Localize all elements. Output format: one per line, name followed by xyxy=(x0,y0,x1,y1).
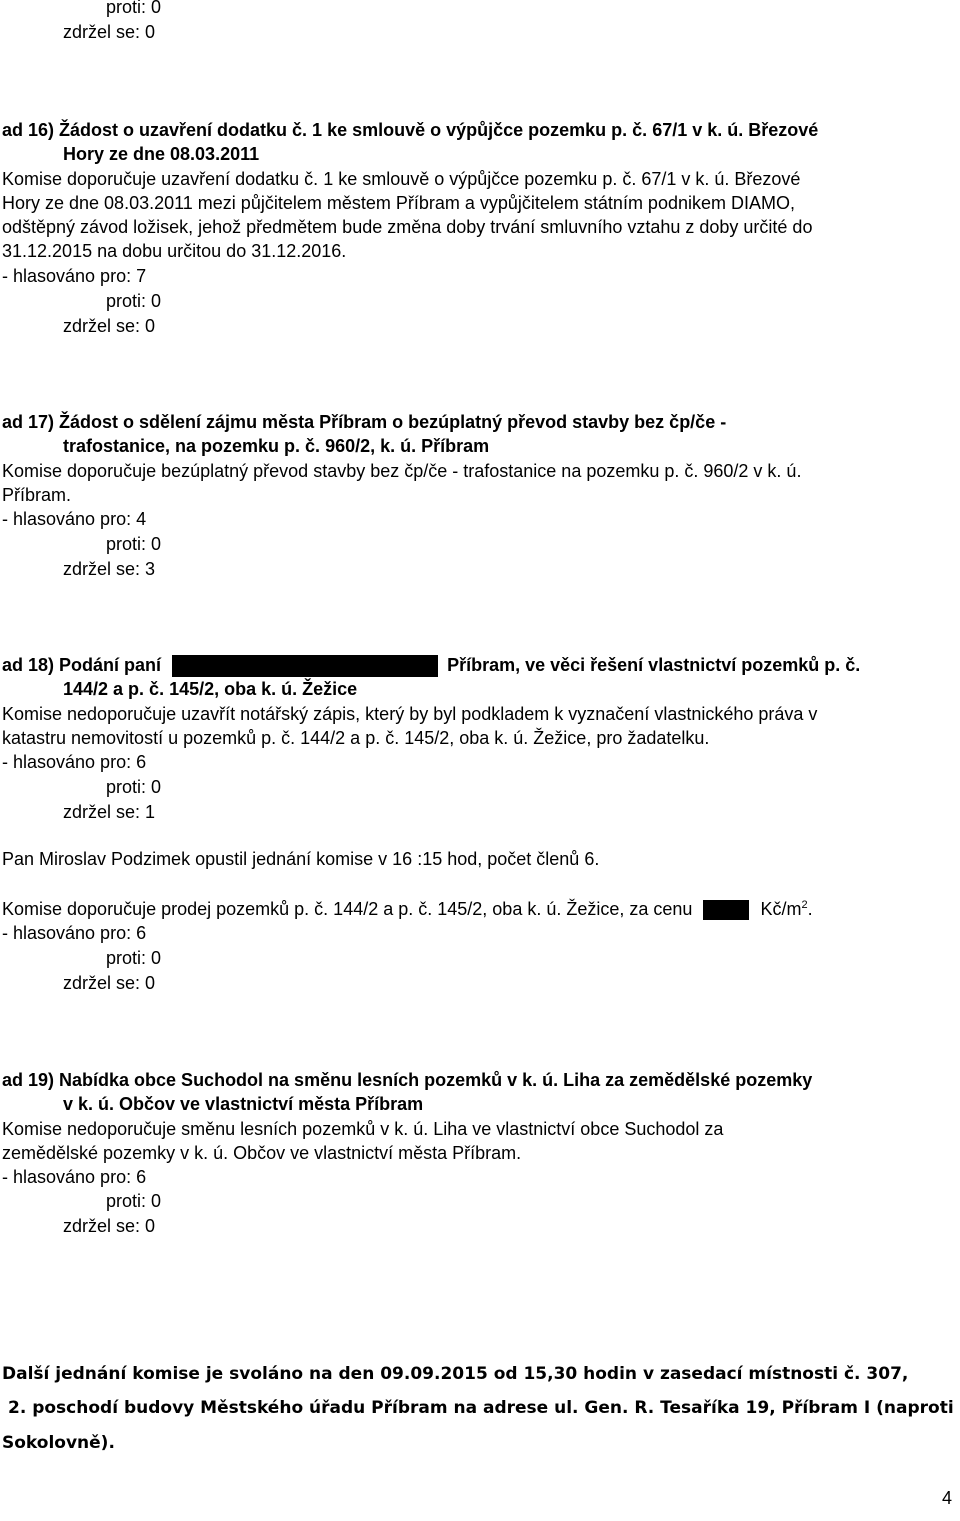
item-18-heading-cont: 144/2 a p. č. 145/2, oba k. ú. Žežice xyxy=(63,679,358,699)
sale-text: Komise doporučuje prodej pozemků p. č. 144/2 a p. č. 145/2, oba k. ú. Žežice, za cenu xyxy=(2,899,693,919)
vote-abstain: zdržel se: 0 xyxy=(63,1216,156,1236)
item-18-heading-end: Příbram, ve věci řešení vlastnictví pozemků p. č. xyxy=(447,655,861,675)
item-17-text: Příbram. xyxy=(2,485,72,505)
vote-abstain: zdržel se: 1 xyxy=(63,802,156,822)
vote-against: proti: 0 xyxy=(106,291,162,311)
item-17-heading: ad 17) Žádost o sdělení zájmu města Příbram o bezúplatný převod stavby bez čp/če - xyxy=(2,412,727,432)
item-19-heading-cont: v k. ú. Občov ve vlastnictví města Příbram xyxy=(63,1094,424,1114)
vote-against: proti: 0 xyxy=(106,777,162,797)
item-18-text: katastru nemovitostí u pozemků p. č. 144/2 a p. č. 145/2, oba k. ú. Žežice, pro žadatelku. xyxy=(2,728,710,748)
vote-for: - hlasováno pro: 6 xyxy=(2,1167,147,1187)
vote-against: proti: 0 xyxy=(106,0,162,17)
item-19-heading: ad 19) Nabídka obce Suchodol na směnu lesních pozemků v k. ú. Liha za zemědělské pozemky xyxy=(2,1070,813,1090)
item-17-text: Komise doporučuje bezúplatný převod stavby bez čp/če - trafostanice na pozemku p. č. 960/2 v k. ú. xyxy=(2,461,802,481)
vote-against: proti: 0 xyxy=(106,534,162,554)
item-16-text: Hory ze dne 08.03.2011 mezi půjčitelem městem Příbram a vypůjčitelem státním podnikem DIAMO, xyxy=(2,193,795,213)
item-16-heading-cont: Hory ze dne 08.03.2011 xyxy=(63,144,260,164)
next-meeting-notice: Sokolovně). xyxy=(2,1433,115,1453)
sale-text-end: . xyxy=(807,899,813,919)
vote-abstain: zdržel se: 0 xyxy=(63,22,156,42)
price-unit-exponent: 2 xyxy=(801,899,808,911)
vote-abstain: zdržel se: 0 xyxy=(63,973,156,993)
item-19-text: Komise nedoporučuje směnu lesních pozemků v k. ú. Liha ve vlastnictví obce Suchodol za xyxy=(2,1119,724,1139)
item-17-heading-cont: trafostanice, na pozemku p. č. 960/2, k. ú. Příbram xyxy=(63,436,490,456)
vote-abstain: zdržel se: 0 xyxy=(63,316,156,336)
vote-for: - hlasováno pro: 7 xyxy=(2,266,147,286)
vote-for: - hlasováno pro: 6 xyxy=(2,752,147,772)
item-16-text: odštěpný závod ložisek, jehož předmětem bude změna doby trvání smluvního vztahu z doby určité do xyxy=(2,217,813,237)
redaction-bar xyxy=(703,900,749,920)
vote-for: - hlasováno pro: 6 xyxy=(2,923,147,943)
redaction-bar xyxy=(172,655,438,677)
item-18-sale-recommendation xyxy=(2,898,813,920)
next-meeting-notice: Další jednání komise je svoláno na den 09.09.2015 od 15,30 hodin v zasedací místnosti č. 307, xyxy=(2,1364,909,1384)
item-18-heading xyxy=(2,654,860,677)
page-number: 4 xyxy=(941,1488,952,1508)
item-18-note: Pan Miroslav Podzimek opustil jednání komise v 16 :15 hod, počet členů 6. xyxy=(2,849,600,869)
item-16-text: Komise doporučuje uzavření dodatku č. 1 ke smlouvě o výpůjčce pozemku p. č. 67/1 v k. ú. Březové xyxy=(2,169,801,189)
item-18-text: Komise nedoporučuje uzavřít notářský zápis, který by byl podkladem k vyznačení vlastnického práva v xyxy=(2,704,818,724)
item-19-text: zemědělské pozemky v k. ú. Občov ve vlastnictví města Příbram. xyxy=(2,1143,522,1163)
price-unit: Kč/m xyxy=(760,899,802,919)
vote-for: - hlasováno pro: 4 xyxy=(2,509,147,529)
item-18-heading-start: ad 18) Podání paní xyxy=(2,655,162,675)
next-meeting-notice: 2. poschodí budovy Městského úřadu Příbram na adrese ul. Gen. R. Tesaříka 19, Příbram I (naproti xyxy=(8,1398,954,1418)
item-16-text: 31.12.2015 na dobu určitou do 31.12.2016. xyxy=(2,241,347,261)
item-16-heading: ad 16) Žádost o uzavření dodatku č. 1 ke smlouvě o výpůjčce pozemku p. č. 67/1 v k. ú. Březové xyxy=(2,120,819,140)
vote-against: proti: 0 xyxy=(106,1191,162,1211)
vote-against: proti: 0 xyxy=(106,948,162,968)
vote-abstain: zdržel se: 3 xyxy=(63,559,156,579)
